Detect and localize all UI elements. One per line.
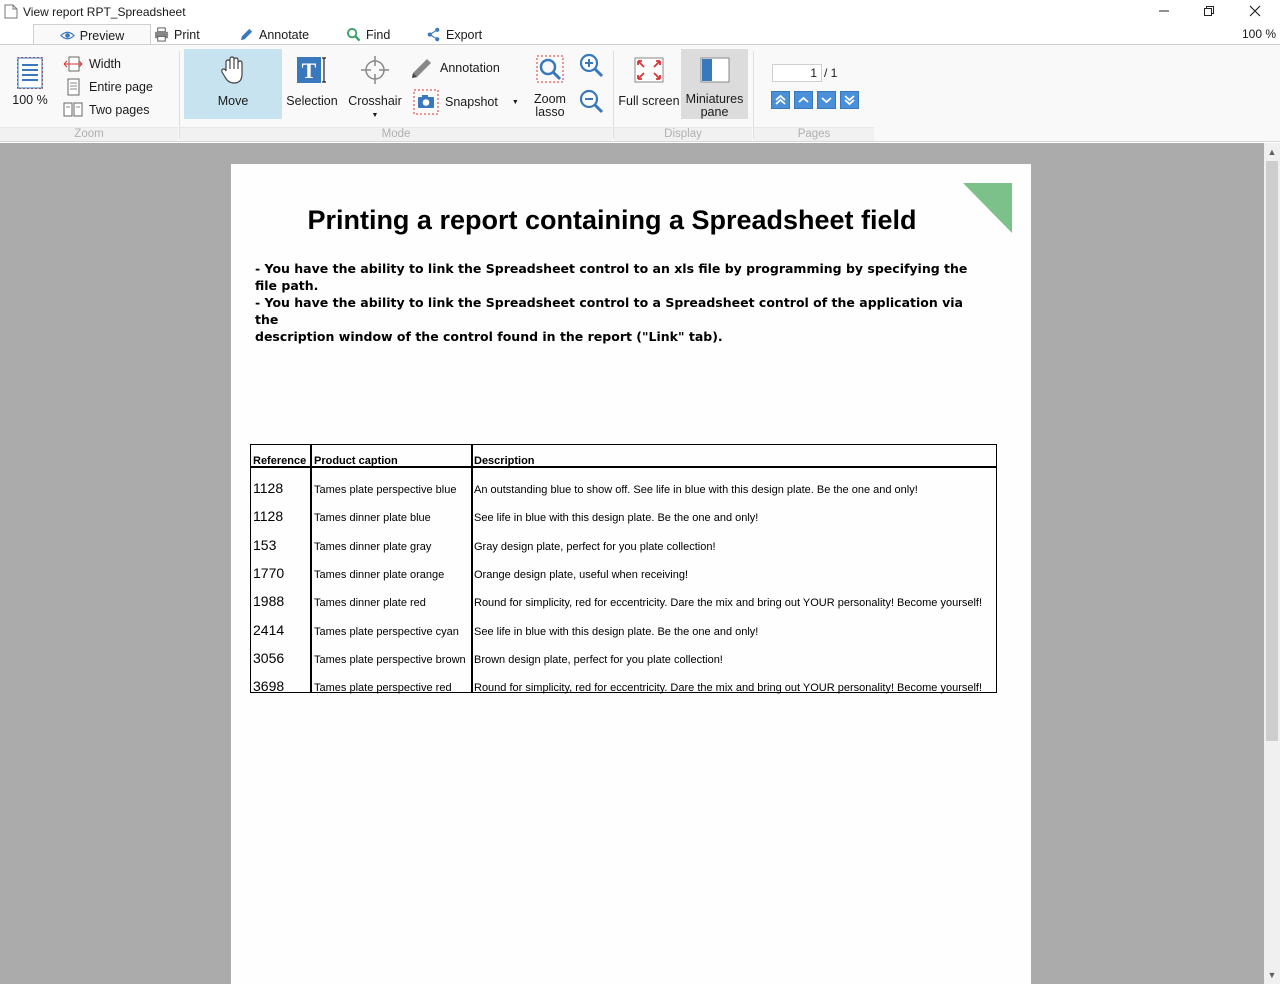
description-cell: Round for simplicity, red for eccentricity. Dare the mix and bring out YOUR personality! Become yourself! — [474, 597, 983, 610]
table-row — [251, 480, 996, 508]
page-number-input[interactable]: 1 — [772, 64, 822, 82]
tab-label: Preview — [79, 28, 125, 43]
column-header-product-caption: Product caption — [314, 455, 398, 467]
restore-icon — [1203, 5, 1215, 17]
zoom-100-label: 100 % — [12, 93, 48, 107]
zoom-lasso-button[interactable] — [524, 55, 576, 119]
page-zoom-icon — [17, 57, 43, 89]
table-row — [251, 593, 996, 621]
table-row — [251, 678, 996, 706]
zoom-in-button[interactable] — [578, 51, 604, 79]
tab-label: Find — [366, 27, 391, 42]
preview-workspace[interactable] — [0, 143, 1264, 984]
svg-text:T: T — [301, 58, 317, 83]
report-line: - You have the ability to link the Spreadsheet control to an xls file by programming by specifying the file path. — [255, 261, 968, 293]
vertical-scrollbar[interactable] — [1264, 143, 1280, 984]
zoom-in-icon — [578, 52, 604, 78]
zoom-entire-page-label: Entire page — [89, 80, 153, 94]
two-pages-icon — [63, 101, 83, 119]
eye-icon — [60, 28, 75, 43]
product-caption-cell: Tames plate perspective brown — [314, 653, 466, 666]
table-row — [251, 565, 996, 593]
double-chevron-down-icon — [843, 94, 856, 106]
full-screen-button[interactable] — [616, 55, 682, 108]
move-button[interactable] — [184, 49, 282, 119]
minimize-button[interactable] — [1141, 0, 1187, 22]
move-label: Move — [217, 94, 249, 108]
tab-print[interactable] — [146, 24, 208, 45]
reference-cell: 1988 — [253, 593, 285, 610]
title-bar — [0, 0, 1280, 24]
magnifier-icon — [346, 27, 361, 42]
report-title: Printing a report containing a Spreadsheet field — [307, 205, 917, 235]
tab-export[interactable] — [418, 24, 490, 45]
product-caption-cell: Tames dinner plate blue — [314, 512, 431, 525]
reference-cell: 1770 — [253, 564, 285, 581]
product-caption-cell: Tames plate perspective cyan — [314, 625, 459, 638]
scroll-down-icon[interactable]: ▼ — [1267, 970, 1277, 980]
annotation-label: Annotation — [440, 61, 500, 75]
chevron-down-icon: ▼ — [371, 112, 379, 119]
restore-button[interactable] — [1186, 0, 1232, 22]
ribbon-tabs — [0, 24, 1280, 45]
last-page-button[interactable] — [840, 91, 859, 109]
reference-cell: 2414 — [253, 621, 285, 638]
pencil-icon — [239, 27, 254, 42]
zoom-entire-page-button[interactable] — [63, 77, 153, 97]
description-cell: See life in blue with this design plate. Be the one and only! — [474, 625, 759, 638]
mode-group-label: Mode — [180, 127, 612, 141]
zoom-width-label: Width — [89, 57, 121, 71]
first-page-button[interactable] — [771, 91, 790, 109]
column-header-description: Description — [474, 455, 535, 467]
crosshair-label: Crosshair — [348, 94, 402, 108]
table-row — [251, 508, 996, 536]
report-line: - You have the ability to link the Spreadsheet control to a Spreadsheet control of the application via the — [255, 295, 963, 327]
full-screen-label: Full screen — [618, 94, 680, 108]
spreadsheet-field[interactable] — [250, 444, 997, 693]
report-page — [231, 164, 1031, 984]
miniatures-pane-label: Miniatures pane — [685, 92, 744, 119]
page-total: / 1 — [824, 66, 838, 80]
product-caption-cell: Tames dinner plate red — [314, 597, 426, 610]
next-page-button[interactable] — [817, 91, 836, 109]
scrollbar-thumb[interactable] — [1266, 161, 1278, 741]
product-caption-cell: Tames dinner plate gray — [314, 540, 432, 553]
fit-width-icon — [63, 55, 83, 73]
crosshair-button[interactable] — [344, 55, 406, 122]
table-row — [251, 537, 996, 565]
table-row — [251, 622, 996, 650]
minimize-icon — [1158, 5, 1170, 17]
window-title: View report RPT_Spreadsheet — [23, 5, 186, 19]
pages-group-label: Pages — [754, 127, 874, 141]
lasso-zoom-icon — [535, 55, 565, 85]
zoom-level-indicator: 100 % — [1241, 27, 1276, 41]
entire-page-icon — [63, 78, 83, 96]
description-cell: Round for simplicity, red for eccentricity. Dare the mix and bring out YOUR personality! Become yourself! — [474, 682, 983, 695]
product-caption-cell: Tames plate perspective red — [314, 682, 452, 695]
zoom-out-icon — [578, 88, 604, 114]
reference-cell: 3056 — [253, 649, 285, 666]
mode-group — [180, 49, 612, 141]
report-description — [255, 260, 975, 345]
pencil-icon — [410, 56, 434, 80]
description-cell: Gray design plate, perfect for you plate collection! — [474, 540, 716, 553]
document-icon — [4, 4, 18, 19]
reference-cell: 1128 — [253, 480, 284, 496]
description-cell: See life in blue with this design plate. Be the one and only! — [474, 512, 759, 525]
snapshot-button[interactable] — [413, 89, 519, 115]
snapshot-label: Snapshot — [445, 95, 498, 109]
reference-cell: 3698 — [253, 678, 285, 695]
zoom-group — [0, 49, 178, 141]
reference-cell: 153 — [253, 536, 277, 553]
table-header — [251, 445, 996, 468]
tab-find[interactable] — [338, 24, 398, 45]
product-caption-cell: Tames plate perspective blue — [314, 484, 457, 496]
printer-icon — [154, 27, 169, 42]
hand-icon — [218, 55, 248, 85]
zoom-two-pages-button[interactable] — [63, 100, 149, 120]
full-screen-icon — [634, 55, 664, 85]
share-icon — [426, 27, 441, 42]
selection-label: Selection — [286, 94, 338, 108]
chevron-up-icon — [797, 94, 810, 106]
description-cell: An outstanding blue to show off. See life in blue with this design plate. Be the one and only! — [474, 484, 918, 496]
zoom-group-label: Zoom — [0, 127, 178, 141]
close-icon — [1249, 5, 1261, 17]
display-group — [614, 49, 752, 141]
previous-page-button[interactable] — [794, 91, 813, 109]
double-chevron-up-icon — [774, 94, 787, 106]
zoom-out-button[interactable] — [578, 87, 604, 115]
text-select-icon — [297, 55, 327, 85]
ribbon — [0, 44, 1280, 142]
product-caption-cell: Tames dinner plate orange — [314, 568, 445, 581]
table-row — [251, 650, 996, 678]
tab-label: Export — [446, 27, 483, 42]
miniatures-pane-button[interactable] — [681, 49, 748, 119]
zoom-100-button[interactable] — [6, 57, 54, 107]
tab-label: Annotate — [259, 27, 310, 42]
close-button[interactable] — [1232, 0, 1278, 22]
description-cell: Brown design plate, perfect for you plate collection! — [474, 653, 723, 666]
reference-cell: 1128 — [253, 508, 284, 525]
description-cell: Orange design plate, useful when receiving! — [474, 568, 689, 581]
tab-label: Print — [174, 27, 200, 42]
tab-annotate[interactable] — [231, 24, 317, 45]
scroll-up-icon[interactable]: ▲ — [1267, 147, 1277, 157]
chevron-down-icon: ▼ — [511, 98, 519, 106]
tab-preview[interactable] — [33, 24, 151, 46]
selection-button[interactable] — [284, 55, 340, 108]
zoom-lasso-label: Zoom lasso — [534, 92, 566, 119]
crosshair-icon — [360, 55, 390, 85]
column-header-reference: Reference — [253, 455, 307, 467]
report-line: description window of the control found in the report ("Link" tab). — [255, 329, 723, 344]
display-group-label: Display — [614, 127, 752, 141]
chevron-down-icon — [820, 94, 833, 106]
side-pane-icon — [700, 55, 730, 85]
zoom-width-button[interactable] — [63, 54, 121, 74]
camera-icon — [413, 89, 439, 115]
annotation-button[interactable] — [410, 55, 500, 81]
zoom-two-pages-label: Two pages — [89, 103, 150, 117]
